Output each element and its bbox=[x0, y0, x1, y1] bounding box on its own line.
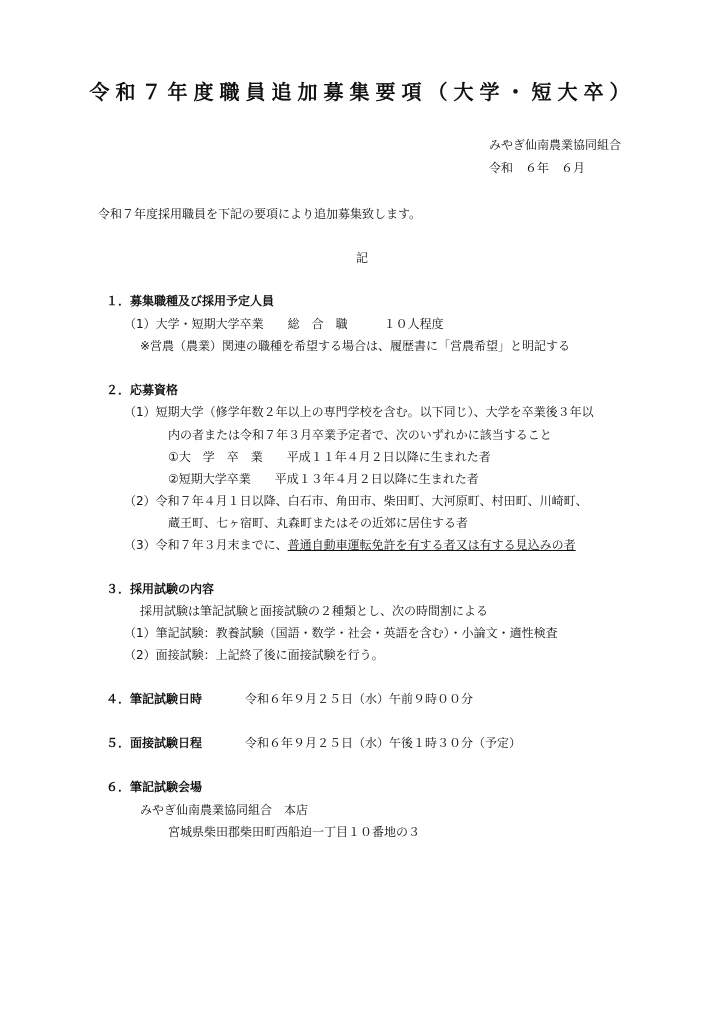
section-5-heading: ５．面接試験日程 bbox=[106, 736, 203, 750]
issuer-organization: みやぎ仙南農業協同組合 bbox=[489, 138, 622, 152]
section-2-item-3-prefix: （3）令和７年３月末までに、 bbox=[124, 538, 288, 552]
intro-text: 令和７年度採用職員を下記の要項により追加募集致します。 bbox=[98, 207, 422, 221]
section-3-heading: ３．採用試験の内容 bbox=[106, 582, 215, 596]
section-6-venue: みやぎ仙南農業協同組合 本店 bbox=[140, 803, 309, 817]
section-4-value: 令和６年９月２５日（水）午前９時００分 bbox=[245, 692, 474, 706]
section-6-heading: ６．筆記試験会場 bbox=[106, 780, 203, 794]
issue-date: 令和 ６年 ６月 bbox=[489, 161, 586, 175]
section-2-item-1-a: ①大 学 卒 業 平成１１年４月２日以降に生まれた者 bbox=[168, 450, 491, 464]
section-2-item-2-line-2: 蔵王町、七ヶ宿町、丸森町またはその近郊に居住する者 bbox=[168, 516, 469, 530]
section-1-note: ※営農（農業）関連の職種を希望する場合は、履歴書に「営農希望」と明記する bbox=[140, 339, 571, 353]
section-5-value: 令和６年９月２５日（水）午後１時３０分（予定） bbox=[245, 736, 522, 750]
section-4-heading: ４．筆記試験日時 bbox=[106, 692, 203, 706]
ki-heading: 記 bbox=[356, 251, 369, 265]
section-3-intro: 採用試験は筆記試験と面接試験の２種類とし、次の時間割による bbox=[140, 604, 489, 618]
section-2-item-3 bbox=[124, 536, 576, 553]
section-2-item-1-b: ②短期大学卒業 平成１３年４月２日以降に生まれた者 bbox=[168, 472, 479, 486]
section-1-heading: １．募集職種及び採用予定人員 bbox=[106, 294, 275, 308]
document-title: 令和７年度職員追加募集要項（大学・短大卒） bbox=[89, 80, 636, 104]
section-1-item: （1）大学・短期大学卒業 総 合 職 １０人程度 bbox=[124, 317, 444, 331]
section-6-address: 宮城県柴田郡柴田町西船迫一丁目１０番地の３ bbox=[168, 825, 421, 839]
section-2-heading: ２．応募資格 bbox=[106, 383, 179, 397]
section-3-item-2: （2）面接試験：上記終了後に面接試験を行う。 bbox=[124, 648, 384, 662]
section-2-item-1-line-2: 内の者または令和７年３月卒業予定者で、次のいずれかに該当すること bbox=[168, 428, 552, 442]
section-2-item-3-underlined: 普通自動車運転免許を有する者又は有する見込みの者 bbox=[287, 538, 576, 552]
section-2-item-2-line-1: （2）令和７年４月１日以降、白石市、角田市、柴田町、大河原町、村田町、川崎町、 bbox=[124, 494, 588, 508]
section-3-item-1: （1）筆記試験：教養試験（国語・数学・社会・英語を含む）・小論文・適性検査 bbox=[124, 626, 558, 640]
section-2-item-1-line-1: （1）短期大学（修学年数２年以上の専門学校を含む。以下同じ）、大学を卒業後３年以 bbox=[124, 405, 594, 419]
